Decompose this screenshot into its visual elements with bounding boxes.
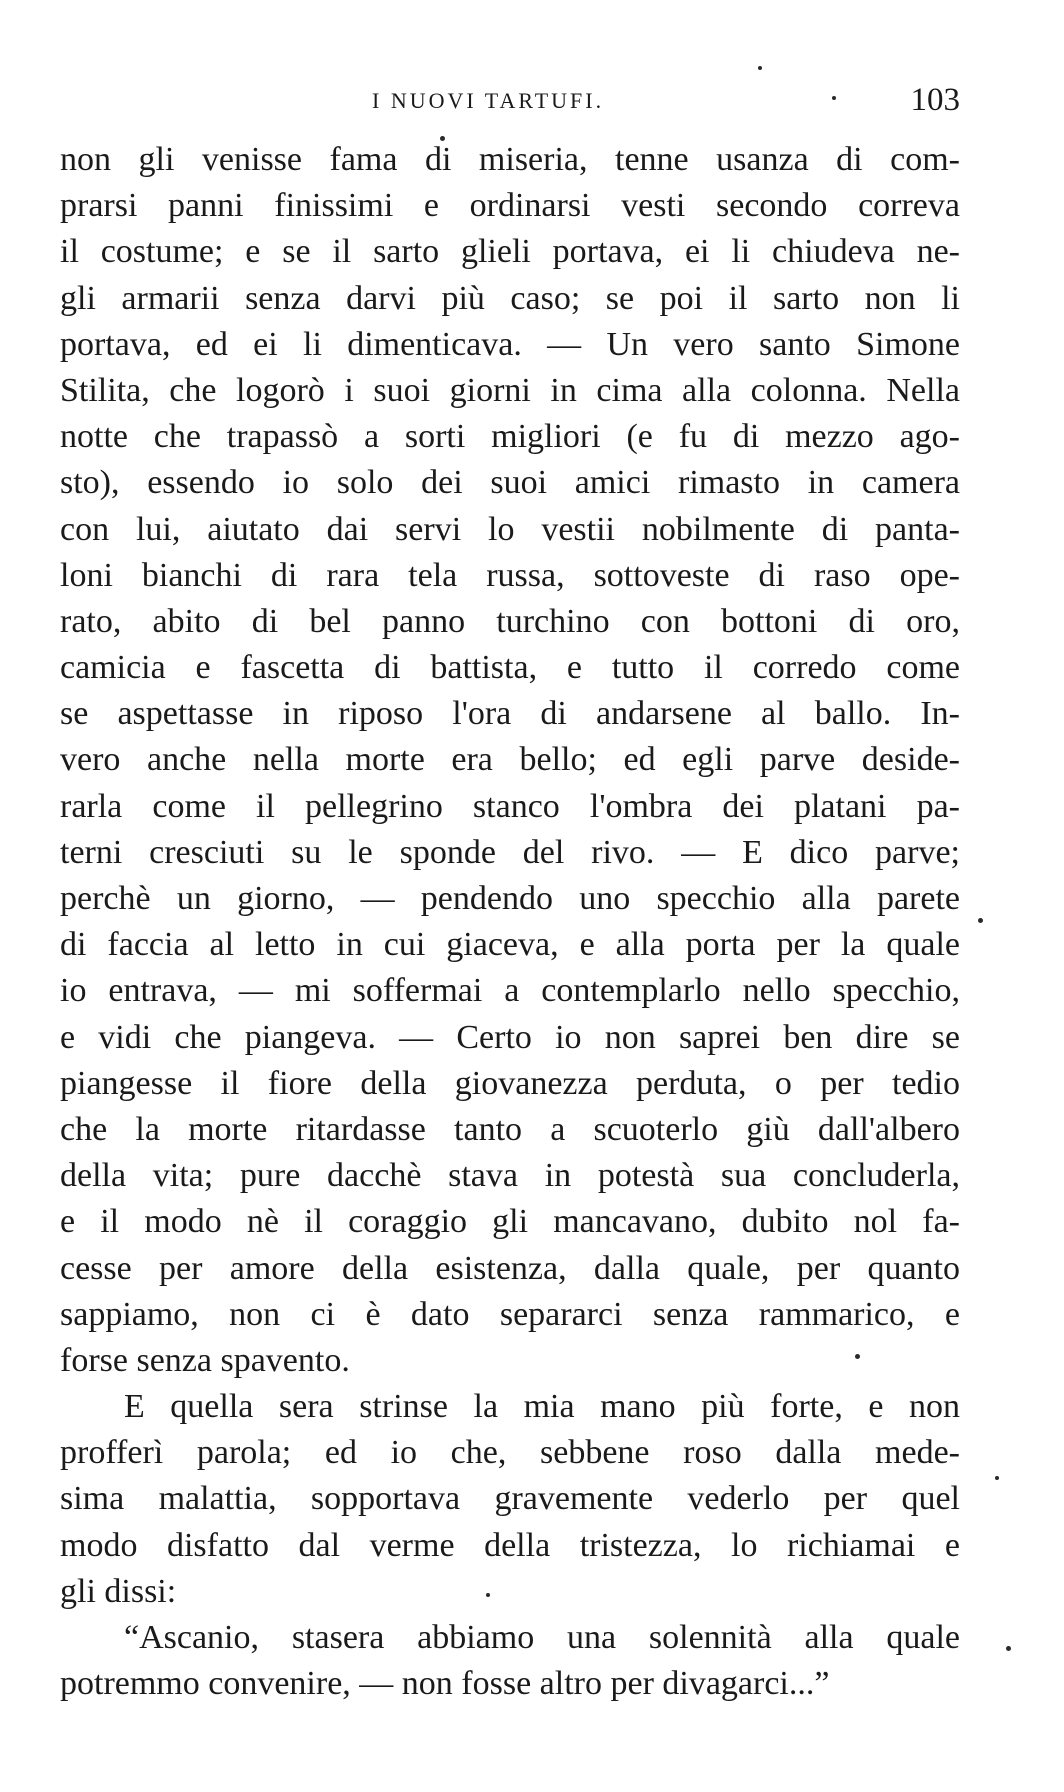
text-line: piangesse il fiore della giovanezza perduta, o per tedio	[60, 1064, 960, 1102]
scan-speck	[995, 1476, 999, 1480]
scan-speck	[978, 918, 983, 923]
text-line-paragraph-start: E quella sera strinse la mia mano più forte, e non	[124, 1388, 960, 1426]
page-number: 103	[910, 82, 960, 118]
text-line: portava, ed ei li dimenticava. — Un vero santo Simone	[60, 325, 960, 363]
text-line: camicia e fascetta di battista, e tutto il corredo come	[60, 649, 960, 687]
scan-speck	[440, 136, 445, 141]
text-line: rarla come il pellegrino stanco l'ombra dei platani pa-	[60, 787, 960, 825]
text-line: sto), essendo io solo dei suoi amici rimasto in camera	[60, 464, 960, 502]
text-line: profferì parola; ed io che, sebbene roso dalla mede-	[60, 1434, 960, 1472]
text-line: con lui, aiutato dai servi lo vestii nobilmente di panta-	[60, 510, 960, 548]
text-line: loni bianchi di rara tela russa, sottoveste di raso ope-	[60, 556, 960, 594]
text-line-paragraph-start: “Ascanio, stasera abbiamo una solennità alla quale	[124, 1619, 960, 1656]
scan-speck	[832, 96, 836, 100]
text-line: rato, abito di bel panno turchino con bottoni di oro,	[60, 602, 960, 640]
text-line: e vidi che piangeva. — Certo io non saprei ben dire se	[60, 1018, 960, 1056]
text-line: sappiamo, non ci è dato separarci senza rammarico, e	[60, 1295, 960, 1333]
scan-speck	[758, 66, 762, 70]
scan-speck	[1006, 1646, 1011, 1651]
text-line: Stilita, che logorò i suoi giorni in cima alla colonna. Nella	[60, 371, 960, 409]
text-line: sima malattia, sopportava gravemente vederlo per quel	[60, 1480, 960, 1518]
text-line: e il modo nè il coraggio gli mancavano, dubito nol fa-	[60, 1203, 960, 1241]
text-line: il costume; e se il sarto glieli portava, ei li chiudeva ne-	[60, 233, 960, 271]
running-title: I NUOVI TARTUFI.	[372, 88, 605, 113]
text-line-paragraph-end: gli dissi:	[60, 1572, 177, 1610]
text-line: modo disfatto dal verme della tristezza, lo richiamai e	[60, 1526, 960, 1564]
scan-speck	[855, 1354, 860, 1359]
text-line: di faccia al letto in cui giaceva, e alla porta per la quale	[60, 926, 960, 964]
text-line: della vita; pure dacchè stava in potestà sua concluderla,	[60, 1157, 960, 1195]
text-line: cesse per amore della esistenza, dalla quale, per quanto	[60, 1249, 960, 1287]
text-line: potremmo convenire, — non fosse altro per divagarci...”	[60, 1665, 830, 1703]
text-line: notte che trapassò a sorti migliori (e fu di mezzo ago-	[60, 418, 960, 456]
text-line-paragraph-end: forse senza spavento.	[60, 1341, 350, 1379]
text-line: che la morte ritardasse tanto a scuoterlo giù dall'albero	[60, 1110, 960, 1148]
scan-speck	[486, 1593, 490, 1597]
text-line: prarsi panni finissimi e ordinarsi vesti secondo correva	[60, 187, 960, 225]
text-line: io entrava, — mi soffermai a contemplarlo nello specchio,	[60, 972, 960, 1010]
text-line: perchè un giorno, — pendendo uno specchio alla parete	[60, 880, 960, 917]
body-text	[60, 137, 960, 1707]
text-line: se aspettasse in riposo l'ora di andarsene al ballo. In-	[60, 695, 960, 733]
text-line: vero anche nella morte era bello; ed egli parve deside-	[60, 741, 960, 779]
text-line: terni cresciuti su le sponde del rivo. — E dico parve;	[60, 833, 960, 871]
running-head	[60, 84, 960, 124]
text-line: non gli venisse fama di miseria, tenne usanza di com-	[60, 141, 960, 178]
text-line: gli armarii senza darvi più caso; se poi il sarto non li	[60, 279, 960, 317]
